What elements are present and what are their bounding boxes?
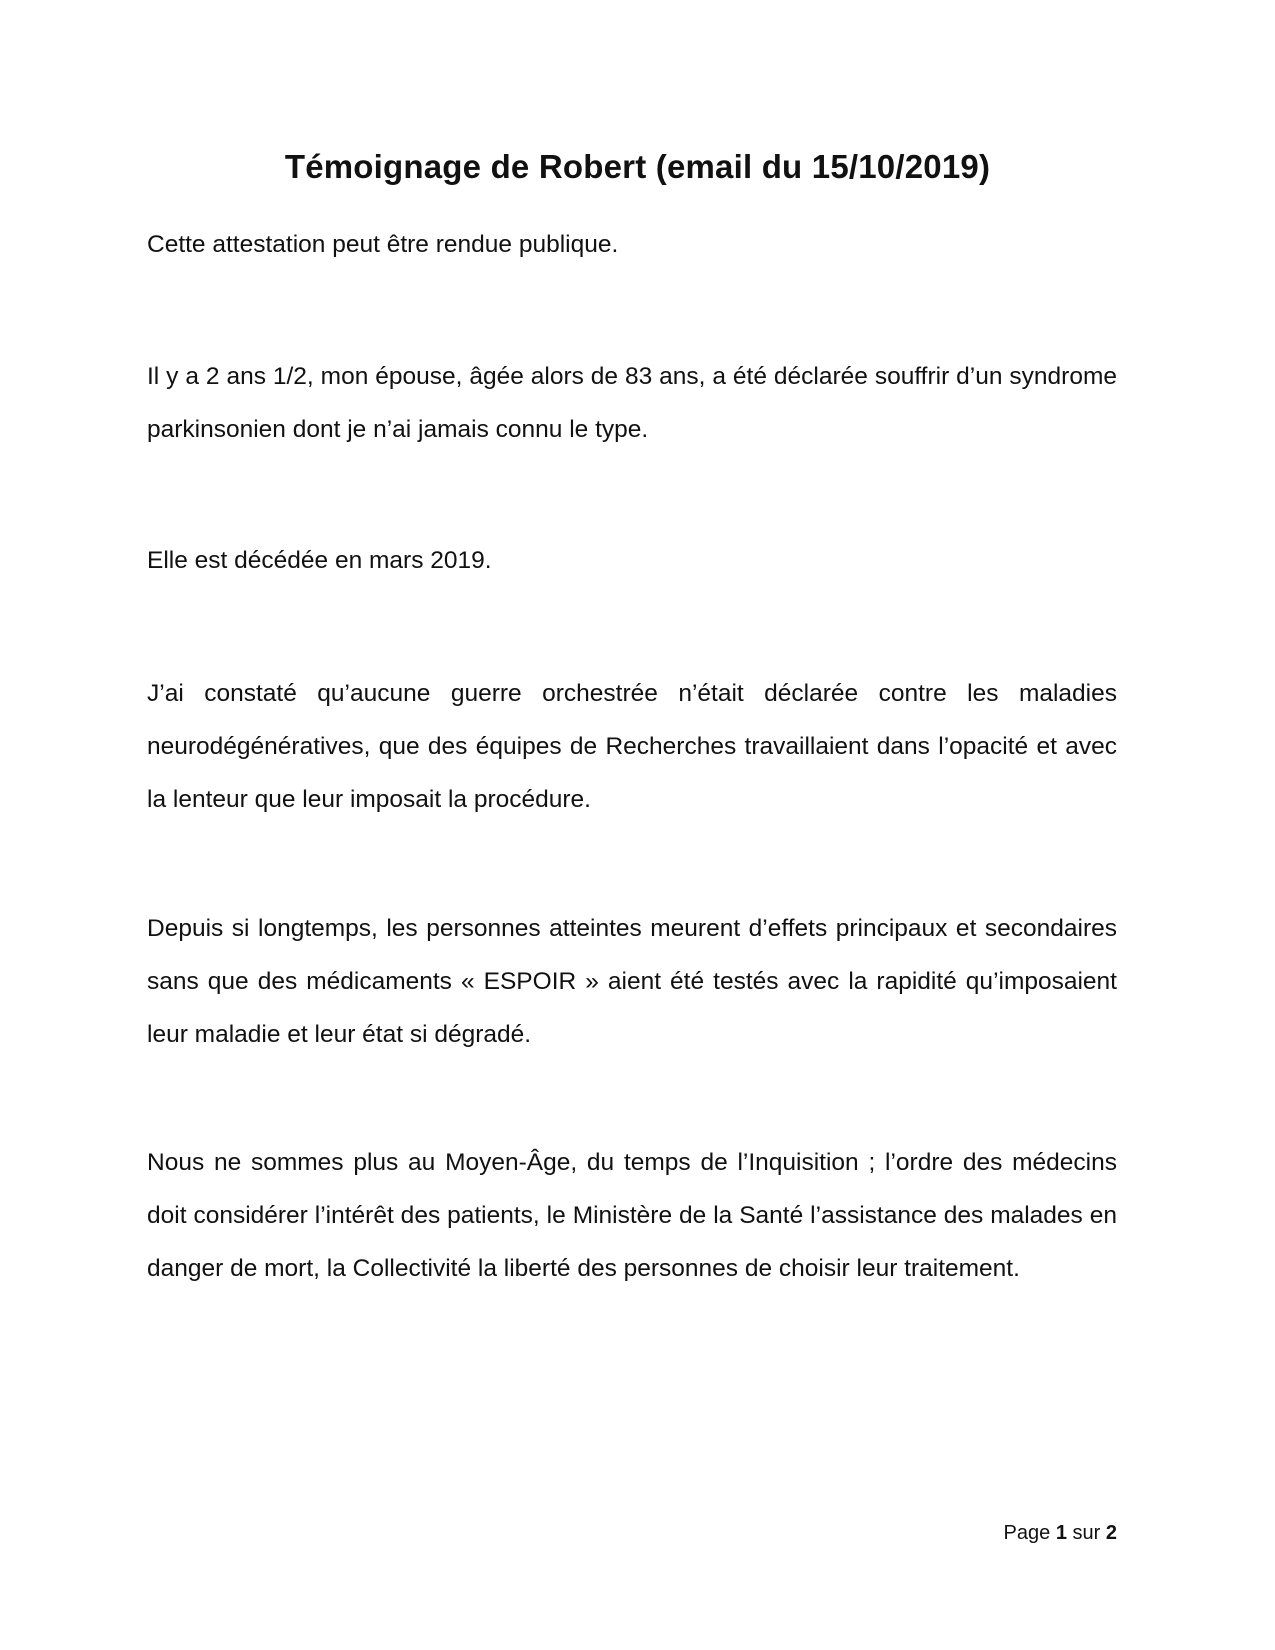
paragraph-1: Cette attestation peut être rendue publique. <box>147 231 619 258</box>
paragraph-5: Depuis si longtemps, les personnes atteintes meurent d’effets principaux et secondaires sans que des médicaments « ESPOIR » aient été testés avec la rapidité qu’imposaient leur maladie et leur état si dégradé. <box>147 915 1117 1048</box>
paragraph-6: Nous ne sommes plus au Moyen-Âge, du temps de l’Inquisition ; l’ordre des médecins doit considérer l’intérêt des patients, le Ministère de la Santé l’assistance des malades en danger de mort, la Collectivité la liberté des personnes de choisir leur traitement. <box>147 1149 1117 1282</box>
page-number <box>1004 1520 1117 1546</box>
page-total: 2 <box>1105 1522 1117 1544</box>
paragraph-2: Il y a 2 ans 1/2, mon épouse, âgée alors de 83 ans, a été déclarée souffrir d’un syndrome parkinsonien dont je n’ai jamais connu le type. <box>147 363 1117 443</box>
of-label: sur <box>1072 1522 1101 1544</box>
page-label: Page <box>1003 1522 1051 1544</box>
page-current: 1 <box>1055 1522 1067 1544</box>
paragraph-4: J’ai constaté qu’aucune guerre orchestrée n’était déclarée contre les maladies neurodégénératives, que des équipes de Recherches travaillaient dans l’opacité et avec la lenteur que leur imposait la procédure. <box>147 680 1117 813</box>
document-title: Témoignage de Robert (email du 15/10/2019) <box>284 148 991 185</box>
paragraph-3: Elle est décédée en mars 2019. <box>147 547 492 574</box>
